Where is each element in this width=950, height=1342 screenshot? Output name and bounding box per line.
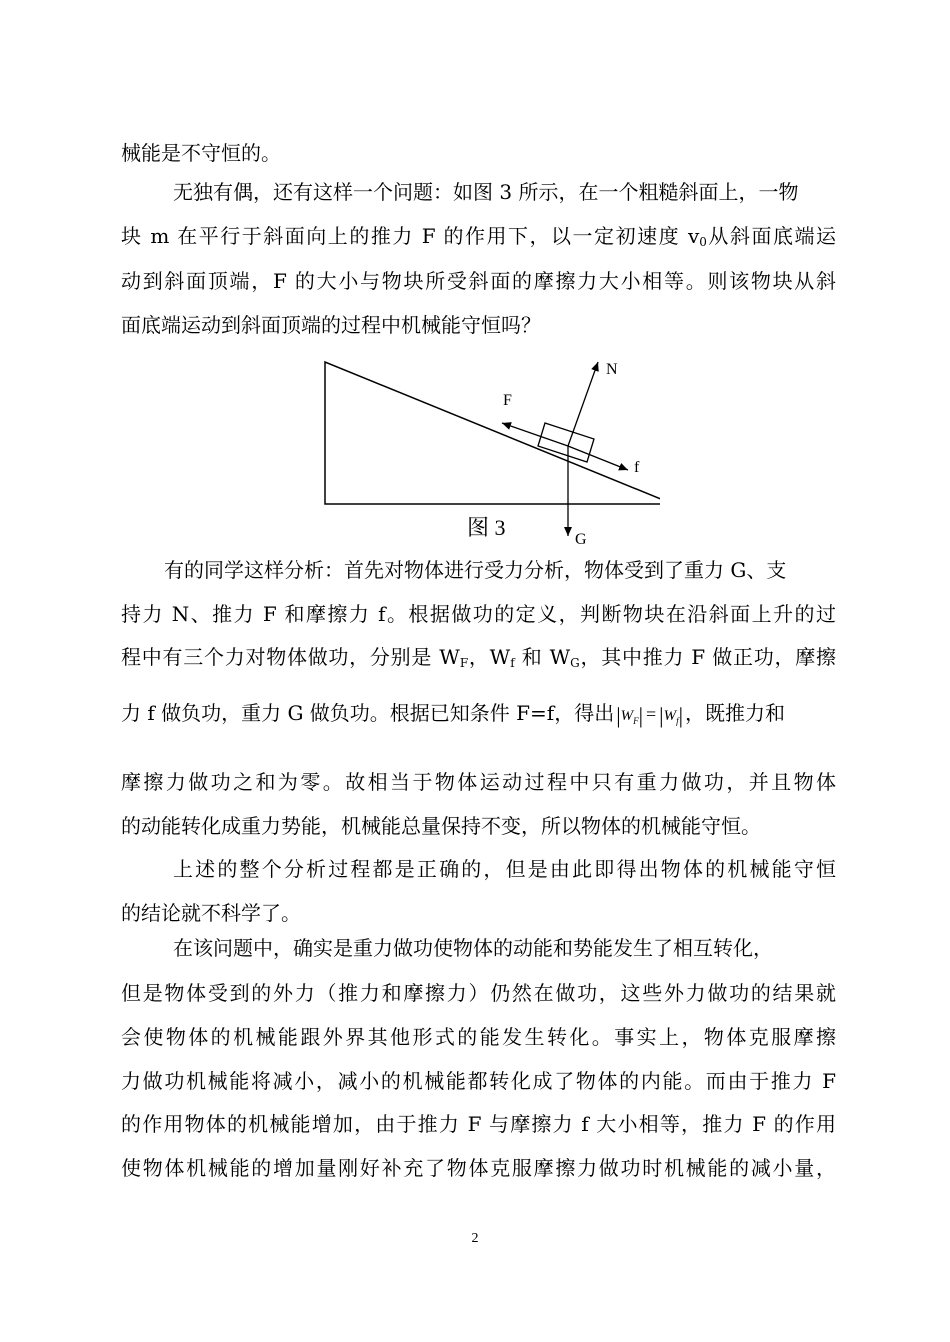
text-line: 械能是不守恒的。 — [121, 141, 281, 165]
label-g: G — [575, 531, 587, 548]
label-f-friction: f — [634, 459, 640, 476]
label-n: N — [606, 361, 618, 378]
text-line: 动到斜面顶端，F 的大小与物块所受斜面的摩擦力大小相等。则该物块从斜 — [121, 269, 836, 293]
text-line: 有的同学这样分析：首先对物体进行受力分析，物体受到了重力 G、支 — [164, 558, 787, 582]
text-line: 会使物体的机械能跟外界其他形式的能发生转化。事实上，物体克服摩擦 — [121, 1025, 836, 1049]
text-line: 上述的整个分析过程都是正确的，但是由此即得出物体的机械能守恒 — [173, 857, 836, 881]
text-line: 的结论就不科学了。 — [121, 901, 301, 925]
text-line: 但是物体受到的外力（推力和摩擦力）仍然在做功，这些外力做功的结果就 — [121, 981, 836, 1005]
text-line: 的动能转化成重力势能，机械能总量保持不变，所以物体的机械能守恒。 — [121, 814, 761, 838]
force-n-arrow — [568, 362, 598, 446]
incline-triangle — [325, 362, 660, 504]
text-line: 面底端运动到斜面顶端的过程中机械能守恒吗？ — [121, 313, 541, 337]
text-line: 的作用物体的机械能增加，由于推力 F 与摩擦力 f 大小相等，推力 F 的作用 — [121, 1112, 836, 1136]
text-line: 力 f 做负功，重力 G 做负功。根据已知条件 F=f，得出$|W_F| = |W_f|$ ，既推力和 — [121, 701, 785, 728]
text-line: 持力 N、推力 F 和摩擦力 f。根据做功的定义，判断物块在沿斜面上升的过 — [121, 602, 836, 626]
label-f-push: F — [503, 392, 512, 409]
block — [538, 423, 594, 462]
text-line: 摩擦力做功之和为零。故相当于物体运动过程中只有重力做功，并且物体 — [121, 770, 836, 794]
text-line: 块 m 在平行于斜面向上的推力 F 的作用下，以一定初速度 $v_0$从斜面底端运 — [121, 224, 836, 249]
text-line: 力做功机械能将减小，减小的机械能都转化成了物体的内能。而由于推力 F — [121, 1069, 836, 1093]
figure-incline-diagram — [300, 350, 660, 550]
text-line: 程中有三个力对物体做功，分别是 $W_F$，$W_f$ 和 $W_G$，其中推力 F 做正功，摩擦 — [121, 645, 837, 670]
text-line: 在该问题中，确实是重力做功使物体的动能和势能发生了相互转化， — [173, 936, 773, 960]
page-number: 2 — [471, 1231, 479, 1246]
figure-caption: 图 3 — [467, 515, 506, 540]
text-line: 使物体机械能的增加量刚好补充了物体克服摩擦力做功时机械能的减小量， — [121, 1156, 836, 1180]
work-equality-formula: $|W_F| = |W_f|$ — [616, 703, 683, 728]
text-line: 无独有偶，还有这样一个问题：如图 3 所示，在一个粗糙斜面上，一物 — [173, 180, 799, 204]
